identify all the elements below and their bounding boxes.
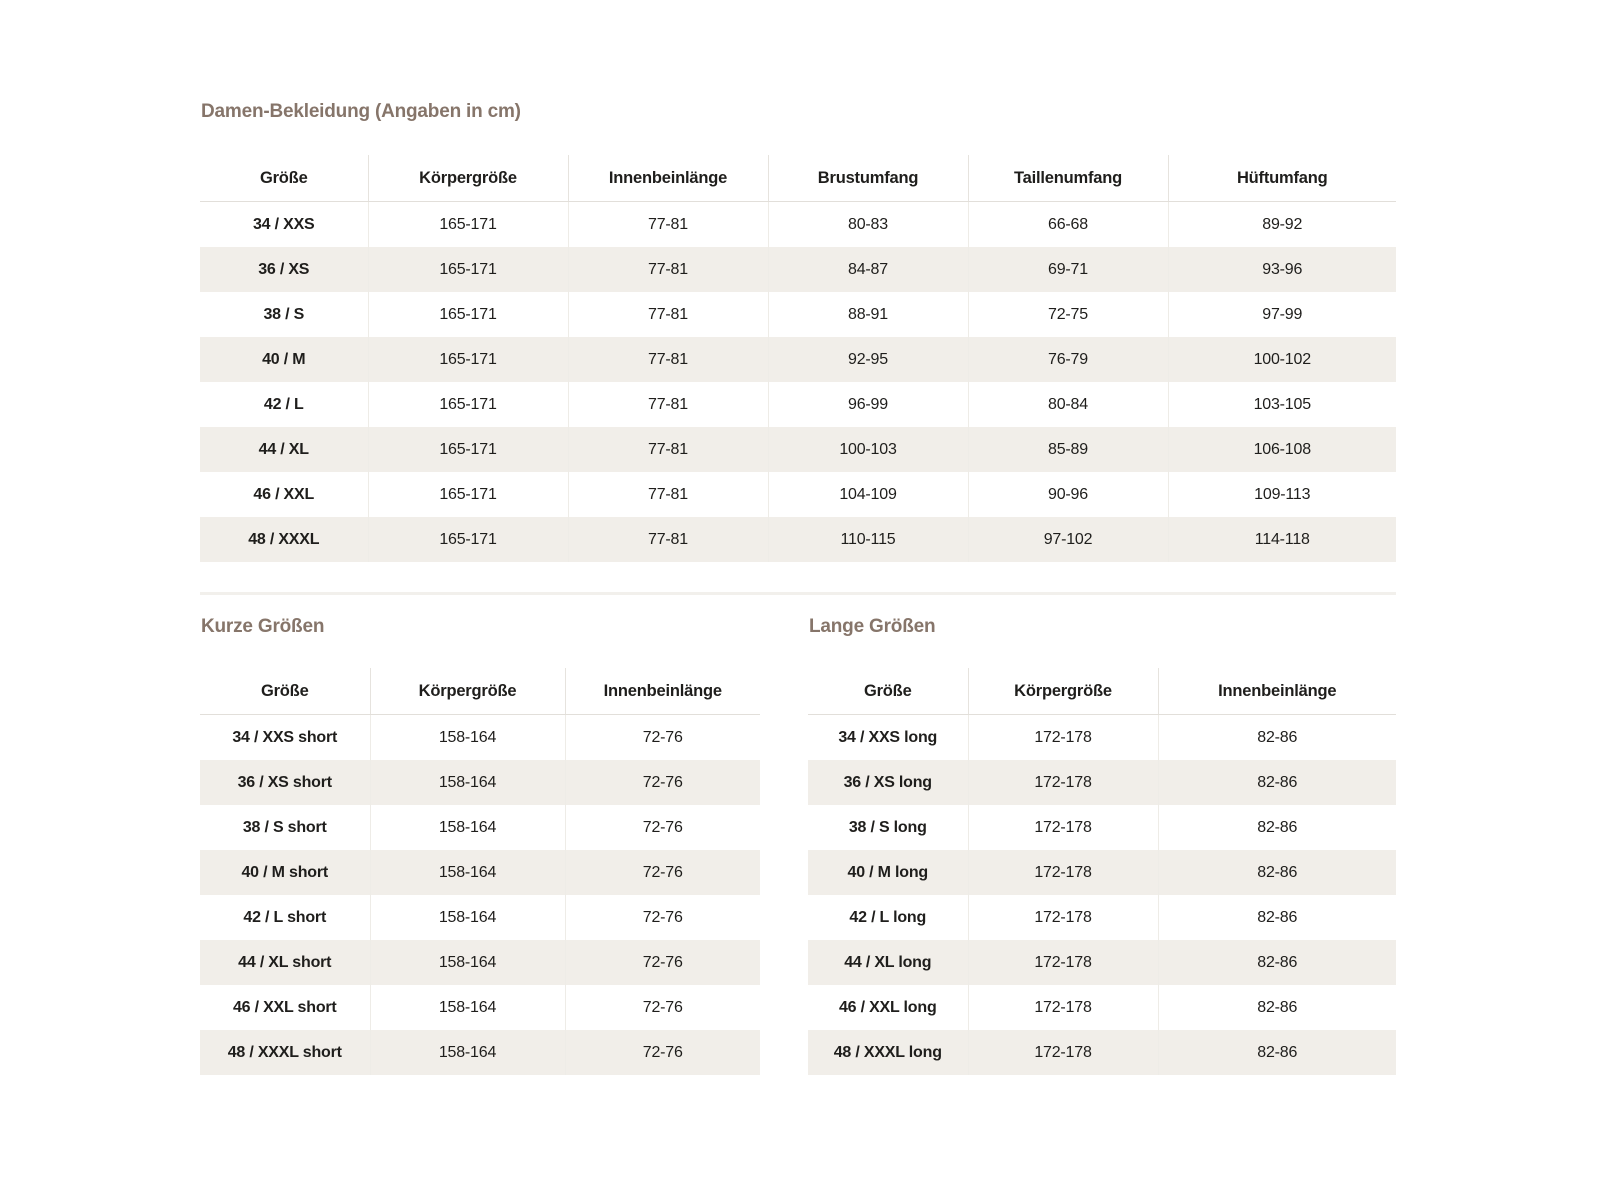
value-cell: 172-178 [968, 715, 1158, 761]
column-header: Taillenumfang [968, 155, 1168, 202]
table-row [200, 805, 760, 850]
value-cell: 69-71 [968, 247, 1168, 292]
size-label-cell: 40 / M short [200, 850, 370, 895]
value-cell: 165-171 [368, 337, 568, 382]
value-cell: 82-86 [1257, 818, 1298, 836]
value-cell: 165-171 [368, 517, 568, 562]
value-cell: 80-83 [768, 202, 968, 248]
column-header: Innenbeinlänge [565, 668, 760, 715]
table-row [200, 382, 1396, 427]
value-cell: 100-103 [768, 427, 968, 472]
size-label-cell: 42 / L [200, 382, 368, 427]
value-cell: 114-118 [1168, 517, 1396, 562]
value-cell: 158-164 [370, 985, 565, 1030]
column-header: Größe [808, 668, 968, 715]
sub-sections [200, 595, 1396, 1075]
page-title: Damen-Bekleidung (Angaben in cm) [201, 101, 521, 122]
value-cell: 165-171 [368, 292, 568, 337]
size-label-cell: 46 / XXL short [200, 985, 370, 1030]
value-cell: 85-89 [968, 427, 1168, 472]
long-sizes-title: Lange Größen [809, 616, 936, 637]
size-label-cell: 36 / XS [200, 247, 368, 292]
value-cell: 82-86 [1257, 728, 1298, 746]
table-row [200, 472, 1396, 517]
short-sizes-section [200, 595, 760, 1075]
value-cell: 103-105 [1253, 395, 1311, 413]
value-cell: 77-81 [568, 337, 768, 382]
value-cell: 72-76 [565, 850, 760, 895]
size-chart-page [200, 0, 1396, 1075]
value-cell: 77-81 [568, 382, 768, 427]
value-cell: 97-99 [1262, 305, 1303, 323]
value-cell: 77-81 [568, 427, 768, 472]
table-row [808, 805, 1396, 850]
value-cell: 172-178 [968, 760, 1158, 805]
value-cell: 88-91 [768, 292, 968, 337]
column-header: Brustumfang [768, 155, 968, 202]
value-cell: 165-171 [368, 427, 568, 472]
size-label-cell: 48 / XXXL long [808, 1030, 968, 1075]
value-cell: 165-171 [368, 202, 568, 248]
table-row [808, 715, 1396, 761]
table-row [200, 337, 1396, 382]
value-cell: 165-171 [368, 472, 568, 517]
column-header: Innenbeinlänge [568, 155, 768, 202]
size-label-cell: 42 / L long [808, 895, 968, 940]
value-cell: 82-86 [1158, 1030, 1396, 1075]
table-row [808, 985, 1396, 1030]
column-header: Körpergröße [368, 155, 568, 202]
header-row [200, 155, 1396, 202]
table-row [200, 427, 1396, 472]
value-cell: 172-178 [968, 805, 1158, 850]
column-header: Körpergröße [370, 668, 565, 715]
value-cell: 72-75 [968, 292, 1168, 337]
table-row [200, 895, 760, 940]
value-cell: 82-86 [1158, 850, 1396, 895]
size-label-cell: 46 / XXL long [808, 985, 968, 1030]
value-cell: 72-76 [642, 818, 683, 836]
table-row [200, 517, 1396, 562]
size-label-cell: 48 / XXXL [200, 517, 368, 562]
size-label-cell: 36 / XS short [200, 760, 370, 805]
value-cell: 158-164 [370, 805, 565, 850]
value-cell: 77-81 [568, 517, 768, 562]
value-cell: 172-178 [968, 1030, 1158, 1075]
value-cell: 106-108 [1168, 427, 1396, 472]
value-cell: 100-102 [1168, 337, 1396, 382]
column-header: Körpergröße [968, 668, 1158, 715]
women-clothing-size-table [200, 155, 1396, 562]
short-sizes-table [200, 668, 760, 1075]
table-row [200, 202, 1396, 248]
value-cell: 72-76 [642, 728, 683, 746]
column-header: Größe [200, 668, 370, 715]
value-cell: 158-164 [370, 895, 565, 940]
size-label-cell: 38 / S [200, 292, 368, 337]
value-cell: 76-79 [968, 337, 1168, 382]
value-cell: 89-92 [1262, 215, 1303, 233]
table-row [808, 1030, 1396, 1075]
value-cell: 158-164 [370, 940, 565, 985]
value-cell: 165-171 [368, 382, 568, 427]
value-cell: 90-96 [968, 472, 1168, 517]
value-cell: 77-81 [568, 202, 768, 248]
value-cell: 172-178 [968, 940, 1158, 985]
header-row [808, 668, 1396, 715]
value-cell: 77-81 [568, 472, 768, 517]
value-cell: 172-178 [968, 850, 1158, 895]
value-cell: 72-76 [642, 998, 683, 1016]
value-cell: 158-164 [370, 850, 565, 895]
column-header: Größe [200, 155, 368, 202]
table-row [200, 247, 1396, 292]
size-label-cell: 36 / XS long [808, 760, 968, 805]
value-cell: 110-115 [768, 517, 968, 562]
size-label-cell: 40 / M [200, 337, 368, 382]
value-cell: 72-76 [565, 940, 760, 985]
column-header: Hüftumfang [1168, 155, 1396, 202]
size-label-cell: 44 / XL long [808, 940, 968, 985]
value-cell: 82-86 [1257, 908, 1298, 926]
value-cell: 96-99 [768, 382, 968, 427]
value-cell: 80-84 [968, 382, 1168, 427]
column-header: Innenbeinlänge [1158, 668, 1396, 715]
size-label-cell: 38 / S short [200, 805, 370, 850]
value-cell: 82-86 [1158, 760, 1396, 805]
value-cell: 109-113 [1254, 485, 1311, 503]
value-cell: 165-171 [368, 247, 568, 292]
value-cell: 77-81 [568, 292, 768, 337]
size-label-cell: 44 / XL short [200, 940, 370, 985]
value-cell: 92-95 [768, 337, 968, 382]
value-cell: 72-76 [565, 1030, 760, 1075]
value-cell: 82-86 [1257, 998, 1298, 1016]
size-label-cell: 40 / M long [808, 850, 968, 895]
value-cell: 72-76 [642, 908, 683, 926]
value-cell: 72-76 [565, 760, 760, 805]
size-label-cell: 46 / XXL [200, 472, 368, 517]
table-row [200, 985, 760, 1030]
value-cell: 97-102 [968, 517, 1168, 562]
table-row [808, 895, 1396, 940]
table-row [808, 760, 1396, 805]
value-cell: 93-96 [1168, 247, 1396, 292]
header-row [200, 668, 760, 715]
short-sizes-title: Kurze Größen [201, 616, 325, 637]
size-label-cell: 34 / XXS [200, 202, 368, 248]
table-row [200, 1030, 760, 1075]
table-row [808, 850, 1396, 895]
long-sizes-table [808, 668, 1396, 1075]
table-row [808, 940, 1396, 985]
table-row [200, 715, 760, 761]
value-cell: 82-86 [1158, 940, 1396, 985]
size-label-cell: 34 / XXS short [200, 715, 370, 761]
table-row [200, 940, 760, 985]
table-row [200, 292, 1396, 337]
value-cell: 158-164 [370, 760, 565, 805]
table-row [200, 850, 760, 895]
value-cell: 158-164 [370, 715, 565, 761]
value-cell: 172-178 [968, 895, 1158, 940]
size-label-cell: 34 / XXS long [808, 715, 968, 761]
value-cell: 84-87 [768, 247, 968, 292]
value-cell: 158-164 [370, 1030, 565, 1075]
table-row [200, 760, 760, 805]
value-cell: 104-109 [768, 472, 968, 517]
size-label-cell: 38 / S long [808, 805, 968, 850]
value-cell: 77-81 [568, 247, 768, 292]
size-label-cell: 48 / XXXL short [200, 1030, 370, 1075]
size-label-cell: 42 / L short [200, 895, 370, 940]
size-label-cell: 44 / XL [200, 427, 368, 472]
long-sizes-section [808, 595, 1396, 1075]
value-cell: 172-178 [968, 985, 1158, 1030]
value-cell: 66-68 [968, 202, 1168, 248]
